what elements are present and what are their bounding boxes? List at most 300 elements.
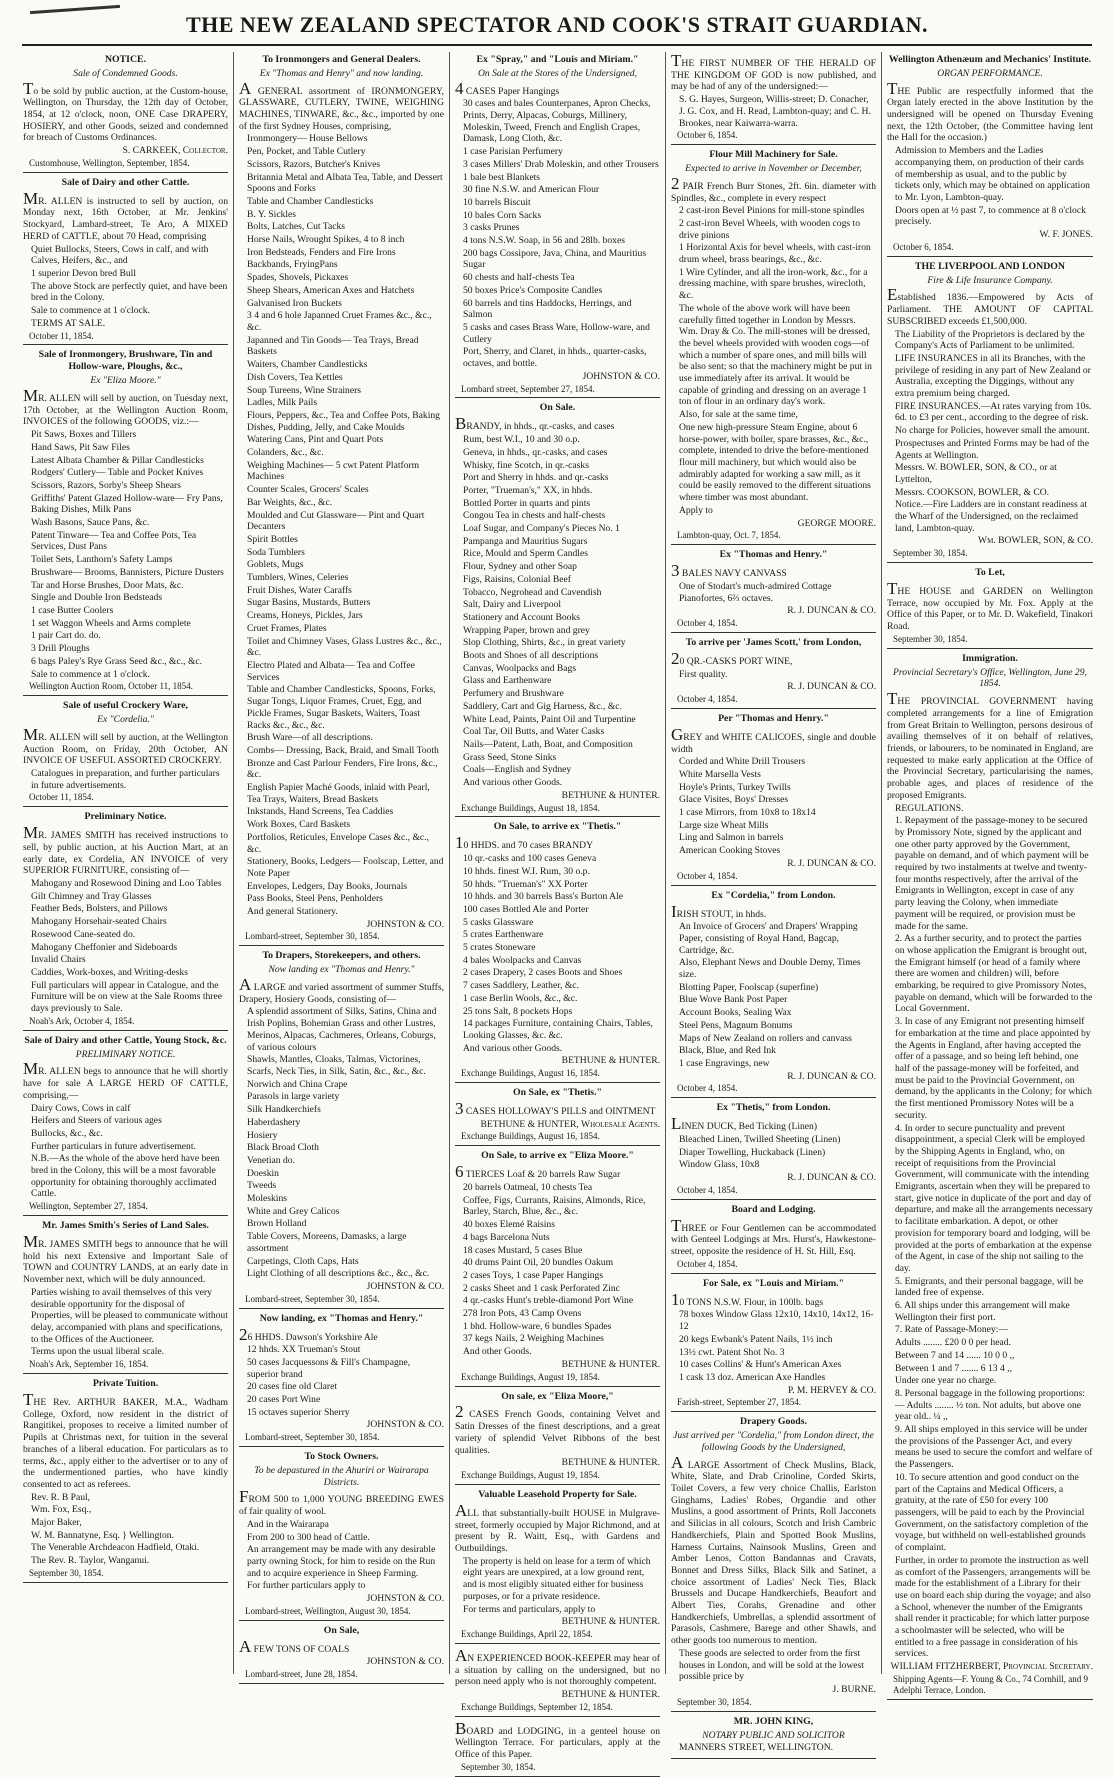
ad-body-text: 6 TIERCES Loaf & 20 barrels Raw Sugar xyxy=(455,1162,621,1182)
ad-line: 2 cast-iron Bevel Pinions for mill-stone spindles xyxy=(679,205,865,217)
advertisement xyxy=(671,713,876,886)
ad-line: Pen, Pocket, and Table Cutlery xyxy=(247,146,366,158)
ad-line: 5 casks Glassware xyxy=(463,916,534,928)
ad-line: Silk Handkerchiefs xyxy=(247,1104,321,1116)
advertisement xyxy=(887,653,1093,1700)
ad-heading: Ex "Cordelia," from London. xyxy=(711,889,836,901)
ad-body-text: FROM 500 to 1,000 YOUNG BREEDING EWES of fair quality of wool. xyxy=(239,1487,444,1518)
ad-line: Table and Chamber Candlesticks xyxy=(247,195,374,207)
ad-heading: Ex "Thomas and Henry." xyxy=(719,549,828,561)
ad-signature: GEORGE MOORE. xyxy=(797,517,876,529)
ad-line: Moulded and Cut Glassware— Pint and Quart Decanters xyxy=(247,509,425,533)
column-5 xyxy=(882,52,1098,1695)
ad-body-text: 20 QR.-CASKS PORT WINE, xyxy=(671,648,793,668)
ad-line: Japanned and Tin Goods— Tea Trays, Bread Baskets xyxy=(247,334,419,358)
ad-subheading: PRELIMINARY NOTICE. xyxy=(75,1048,176,1060)
ad-line: English Papier Maché Goods, inlaid with Pearl, Tea Trays, Waiters, Bread Baskets xyxy=(247,782,430,805)
ad-line: And other Goods. xyxy=(463,1346,532,1358)
ad-line: Sale to commence at 1 o'clock. xyxy=(31,305,150,317)
ad-heading: To Ironmongers and General Dealers. xyxy=(262,54,421,65)
ad-line: Brush Ware—of all descriptions. xyxy=(247,732,373,744)
ad-line: The Rev. R. Taylor, Wanganui. xyxy=(31,1555,150,1567)
ad-dateline: September 30, 1854. xyxy=(893,548,968,559)
ad-line: Inkstands, Hand Screens, Tea Caddies xyxy=(247,806,394,818)
ad-line: Messrs. W. BOWLER, SON, & CO., or at Lyttelton, xyxy=(895,462,1057,485)
ad-heading: Valuable Leasehold Property for Sale. xyxy=(478,1488,637,1500)
ad-line: Dairy Cows, Cows in calf xyxy=(31,1102,131,1114)
ad-line: Heifers and Steers of various ages xyxy=(31,1115,162,1127)
ad-subheading: Ex "Cordelia." xyxy=(97,714,154,726)
ad-body-text: A FEW TONS OF COALS xyxy=(239,1636,350,1656)
ad-line: Adults ........ £20 0 0 per head. xyxy=(895,1337,1011,1349)
ad-dateline: Shipping Agents—F. Young & Co., 74 Cornhill, and 9 Adelphi Terrace, London. xyxy=(893,1673,1089,1695)
ad-body-text: A GENERAL assortment of IRONMONGERY, GLASSWARE, CUTLERY, TWINE, WEIGHING MACHINES, TINWARE, &c., &c., imported by one of the first Sydney Houses, comprising, xyxy=(239,78,444,132)
ad-line: Patent Tinware— Tea and Coffee Pots, Tea Services, Dust Pans xyxy=(31,529,197,553)
ad-line: 40 drums Paint Oil, 20 bundles Oakum xyxy=(463,1257,614,1269)
ad-line: 3 casks Prunes xyxy=(463,222,520,234)
ad-line: Moleskins xyxy=(247,1193,287,1205)
ad-body-text: A LARGE and varied assortment of summer Stuffs, Drapery, Hosiery Goods, consisting of— xyxy=(239,975,444,1005)
ad-dateline: Wellington Auction Room, October 11, 1854. xyxy=(29,681,193,692)
ad-line: And various other Goods. xyxy=(463,777,563,789)
ad-signature: JOHNSTON & CO. xyxy=(366,1419,444,1431)
ad-line: 4 bags Barcelona Nuts xyxy=(463,1231,550,1243)
ad-heading: Sale of useful Crockery Ware, xyxy=(63,700,188,712)
ad-body-text: GREY and WHITE CALICOES, single and double width xyxy=(671,724,876,755)
ad-line: Nails—Patent, Lath, Boat, and Composition xyxy=(463,739,633,750)
masthead-rule xyxy=(22,44,1092,46)
ad-body-text: THE FIRST NUMBER OF THE HERALD OF THE KINGDOM OF GOD is now published, and may be had of any of the undersigned:— xyxy=(671,51,876,93)
ad-line: 10. To secure attention and good conduct on the part of the Captains and Medical Officers, a gratuity, at the rate of £50 for every 100 passengers, will be paid to each by the Provincial Government, on the satisfactory completion of the voyage, but withheld on well-established grounds of complaint. xyxy=(895,1471,1089,1554)
ad-line: 60 barrels and tins Haddocks, Herrings, and Salmon xyxy=(463,297,632,321)
ad-dateline: Lombard street, September 27, 1854. xyxy=(461,383,595,394)
ad-line: These goods are selected to order from the first houses in London, and will be sold at the lowest possible price by xyxy=(679,1647,864,1683)
ad-line: Fruit Dishes, Water Caraffs xyxy=(247,584,352,596)
ad-dateline: October 4, 1854. xyxy=(677,1258,738,1269)
ad-line: Galvanised Iron Buckets xyxy=(247,297,342,309)
column-1 xyxy=(18,52,234,1674)
ad-line: An Invoice of Grocers' and Drapers' Wrapping Paper, consisting of Royal Hand, Bagcap, Cartridge, &c. xyxy=(679,921,858,956)
ad-heading: To Let, xyxy=(975,567,1005,579)
ad-line: Further, in order to promote the instruction as well as comfort of the Passengers, arrangements will be made for the establishment of a Library for their use on board each ship during the voyage; and also a School, whenever the number of the Emigrants shall render it practicable; for which latter purpose a schoolmaster will be selected, who will be entitled to a free passage in consideration of his services. xyxy=(895,1554,1091,1660)
ad-heading: Sale of Dairy and other Cattle, Young Stock, &c. xyxy=(24,1034,227,1046)
ad-line: Carpetings, Cloth Caps, Hats xyxy=(247,1255,359,1267)
ad-line: Caddies, Work-boxes, and Writing-desks xyxy=(31,966,189,978)
ad-heading: Board and Lodging. xyxy=(731,1203,816,1215)
ad-line: Coffee, Figs, Currants, Raisins, Almonds, Rice, Barley, Starch, Blue, &c., &c. xyxy=(463,1194,646,1218)
ad-line: 1 case Mirrors, from 10x8 to 18x14 xyxy=(679,807,816,819)
ad-line: Tobacco, Negrohead and Cavendish xyxy=(463,586,602,598)
ad-line: Waiters, Chamber Candlesticks xyxy=(247,359,368,371)
ad-line: Light Clothing of all descriptions &c., &c., &c. xyxy=(247,1268,430,1280)
page-columns xyxy=(18,51,1098,1772)
ad-line: Also, Elephant News and Double Demy, Times size. xyxy=(679,957,861,981)
ad-line: Bar Weights, &c., &c. xyxy=(247,496,333,508)
ad-line: 6. All ships under this arrangement will make Wellington their first port. xyxy=(895,1300,1070,1323)
ad-heading: Immigration. xyxy=(962,652,1018,664)
ad-line: 4. In order to secure punctuality and prevent disappointment, a special Clerk will be employed by the Shipping Agents in England, who, on receipt of requisitions from the Provincial Government, will communicate with the intending Emigrants, ascertain when they will be prepared to start, give notice in duplicate of the port and day of departure, and make all the arrangements necessary to facilitate embarkation. A depot, or other provision for temporary board and lodging, will be provided at the ports of embarkation at the expense of the Agent, in case of the ship not sailing to the day. xyxy=(895,1122,1093,1274)
ad-body-text: MR. ALLEN will sell by auction, at the Wellington Auction Room, on Friday, 20th October, AN INVOICE OF USEFUL ASSORTED CROCKERY. xyxy=(23,724,228,767)
ad-line: Apply to xyxy=(679,504,713,516)
ad-body-text: THE HOUSE and GARDEN on Wellington Terrace, now occupied by Mr. Fox. Apply at the Office of this Paper, or to Mr. D. Wakefield, Tinakori Road. xyxy=(887,579,1093,633)
ad-line: 9. All ships employed in this service will be under the provisions of the Passenger Act, and every means be used to secure the comfort and welfare of the Passengers. xyxy=(895,1424,1093,1471)
ad-dateline: Exchange Buildings, August 16, 1854. xyxy=(461,1131,600,1142)
ad-body-text: 2 PAIR French Burr Stones, 2ft. 6in. diameter with Spindles, &c., complete in every respect xyxy=(671,173,876,204)
ad-line: 2 cast-iron Bevel Wheels, with wooden cogs to drive pinions xyxy=(679,217,860,241)
ad-heading: On Sale, ex "Thetis." xyxy=(513,1087,602,1099)
ad-line: Goblets, Mugs xyxy=(247,559,304,571)
ad-line: Norwich and China Crape xyxy=(247,1078,348,1090)
ad-line: Coal Tar, Oil Butts, and Water Casks xyxy=(463,726,605,738)
ad-line: Portfolios, Reticules, Envelope Cases &c., &c., &c. xyxy=(247,831,429,855)
ad-line: Rosewood Cane-seated do. xyxy=(31,928,136,940)
ad-signature: BETHUNE & HUNTER, Wholesale Agents. xyxy=(480,1118,660,1130)
ad-line: 1 Wire Cylinder, and all the iron-work, &c., for a dressing machine, with spare brushes, wirecloth, &c. xyxy=(679,266,868,302)
advertisement xyxy=(671,890,876,1099)
ad-line: Iron Bedsteads, Fenders and Fire Irons xyxy=(247,246,396,258)
ad-line: One new high-pressure Steam Engine, about 6 horse-power, with boiler, spare brasses, &c., &c., complete, intended to drive the before-mentioned flour mill machinery, but which would also be admirably adapted for working a saw mill, as it could be easily removed to the different situations where timber was most abundant. xyxy=(679,421,871,504)
ad-line: Wm. Fox, Esq., xyxy=(31,1504,92,1516)
ad-line: Soup Tureens, Wine Strainers xyxy=(247,384,362,396)
ad-line: Wrapping Paper, brown and grey xyxy=(463,624,590,636)
ad-body-text: BOARD and LODGING, in a genteel house on Wellington Terrace. For particulars, apply at the Office of this Paper. xyxy=(455,1718,660,1761)
ad-line: Tumblers, Wines, Celeries xyxy=(247,572,349,584)
ad-body-text: THREE or Four Gentlemen can be accommodated with Genteel Lodgings at Mrs. Hurst's, Hawkestone-street, opposite the residence of H. St. Hill, Esq. xyxy=(671,1215,876,1258)
ad-line: 10 cases Collins' & Hunt's American Axes xyxy=(679,1359,842,1371)
ad-line: 13½ cwt. Patent Shot No. 3 xyxy=(679,1346,785,1358)
ad-line: White and Grey Calicos xyxy=(247,1205,340,1217)
ad-line: Ling and Salmon in barrels xyxy=(679,832,784,844)
ad-line: Blue Wove Bank Post Paper xyxy=(679,994,788,1006)
ad-dateline: Noah's Ark, October 4, 1854. xyxy=(29,1015,135,1026)
ad-line: Also, for sale at the same time, xyxy=(679,409,798,421)
ad-line: The Venerable Archdeacon Hadfield, Otaki. xyxy=(31,1542,200,1554)
ad-line: 4 bales Woolpacks and Canvas xyxy=(463,954,582,966)
ad-line: Mahogany Horsehair-seated Chairs xyxy=(31,916,167,928)
ad-subheading: Ex "Eliza Moore." xyxy=(90,375,161,387)
ad-line: 8. Personal baggage in the following proportions:— Adults ........ ½ ton. Not adults, but above one year old.. ¼ ,, xyxy=(895,1387,1085,1423)
ad-line: Ironmongery— House Bellows xyxy=(247,133,368,145)
ad-line: N.B.—As the whole of the above herd have been bred in the Colony, this will be a most favorable opportunity for obtaining thoroughly acclimated Cattle. xyxy=(31,1153,220,1200)
ad-heading: Sale of Dairy and other Cattle. xyxy=(61,176,190,188)
ad-heading: Private Tuition. xyxy=(92,1378,159,1390)
ad-line: Congou Tea in chests and half-chests xyxy=(463,510,606,522)
ad-subheading: Just arrived per "Cordelia," from London direct, the following Goods by the Undersigned, xyxy=(673,1430,874,1453)
ad-signature: WILLIAM FITZHERBERT, Provincial Secretary. xyxy=(890,1661,1093,1673)
advertisement xyxy=(239,1313,444,1448)
ad-line: Under one year no charge. xyxy=(895,1375,997,1387)
ad-line: 1 bale best Blankets xyxy=(463,171,540,183)
ad-line: Envelopes, Ledgers, Day Books, Journals xyxy=(247,880,408,892)
ad-line: Port and Sherry in hhds. and qr.-casks xyxy=(463,472,609,484)
ad-line: Combs— Dressing, Back, Braid, and Small Tooth xyxy=(247,744,439,756)
ad-line: Parasols in large variety xyxy=(247,1091,340,1103)
advertisement xyxy=(23,1035,228,1216)
ad-line: Coals—English and Sydney xyxy=(463,764,572,776)
ad-line: Latest Albata Chamber & Pillar Candlesticks xyxy=(31,454,204,466)
ad-heading: On Sale, to arrive ex "Eliza Moore." xyxy=(481,1150,634,1162)
ad-line: Prospectuses and Printed Forms may be had of the Agents at Wellington. xyxy=(895,437,1089,461)
ad-line: 12 hhds. XX Trueman's Stout xyxy=(247,1344,361,1356)
ad-signature: J. BURNE. xyxy=(832,1683,876,1695)
column-3 xyxy=(450,52,666,1772)
ad-line: TERMS AT SALE. xyxy=(31,317,106,329)
ad-line: Salt, Dairy and Liverpool xyxy=(463,599,562,611)
ad-line: Counter Scales, Grocers' Scales xyxy=(247,484,369,496)
ad-line: Electro Plated and Albata— Tea and Coffee Services xyxy=(247,659,415,683)
ad-line: 30 cases and bales Counterpanes, Apron Checks, Prints, Derry, Alpacas, Coburgs, Millinery, Moleskin, Tweed, French and English Crapes, Damask, Long Cloth, &c. xyxy=(463,98,651,145)
ad-line: Bottled Porter in quarts and pints xyxy=(463,497,591,509)
ad-heading: Mr. James Smith's Series of Land Sales. xyxy=(42,1220,209,1232)
ad-dateline: Lombard-street, June 28, 1854. xyxy=(245,1669,358,1680)
ad-line: Large size Wheat Mills xyxy=(679,819,769,831)
ad-heading: Preliminary Notice. xyxy=(84,811,167,823)
ad-line: Further particulars in future advertisement. xyxy=(31,1140,196,1152)
advertisement xyxy=(455,1489,660,1644)
ad-line: Mahogany Cheffonier and Sideboards xyxy=(31,941,178,953)
ad-line: Griffiths' Patent Glazed Hollow-ware— Fry Pans, Baking Dishes, Milk Pans xyxy=(31,492,223,516)
column-2 xyxy=(234,52,450,1680)
ad-line: Boots and Shoes of all descriptions xyxy=(463,650,599,662)
ad-line: 2 cases Drapery, 2 cases Boots and Shoes xyxy=(463,967,623,979)
ad-heading: Sale of Ironmongery, Brushware, Tin and Hollow-ware, Ploughs, &c., xyxy=(38,349,213,373)
ad-line: American Cooking Stoves xyxy=(679,845,781,857)
ad-line: Shawls, Mantles, Cloaks, Talmas, Victorines, Scarfs, Neck Ties, in Silk, Satin, &c., &c., &c. xyxy=(247,1054,426,1077)
ad-line: Catalogues in preparation, and further particulars in future advertisements. xyxy=(31,767,220,791)
masthead xyxy=(0,0,1114,46)
ad-line: Major Baker, xyxy=(31,1517,82,1529)
ad-line: 1. Repayment of the passage-money to be secured by Promissory Note, signed by the applicant and one other party approved by the Government, payable on demand, and of which payment will be required by two instalments at twelve and twenty-four months respectively, after the arrival of the Emigrants in Wellington, except in case of any party leaving the Colony, when immediate payment will be required, or provision must be made for the same. xyxy=(895,815,1089,932)
ad-line: 100 cases Bottled Ale and Porter xyxy=(463,903,589,915)
ad-line: Tweeds xyxy=(247,1180,277,1192)
ad-line: Between 7 and 14 ...... 10 0 0 ,, xyxy=(895,1349,1015,1361)
ad-line: Horse Nails, Wrought Spikes, 4 to 8 inch xyxy=(247,234,405,246)
ad-heading: Now landing, ex "Thomas and Henry." xyxy=(259,1312,424,1324)
ad-dateline: Lombard-street, Wellington, August 30, 1854. xyxy=(245,1605,411,1616)
ad-dateline: October 6, 1854. xyxy=(893,241,954,252)
ad-subheading: Ex "Thomas and Henry" and now landing. xyxy=(259,67,424,79)
ad-line: Table Covers, Moreens, Damasks, a large assortment xyxy=(247,1231,407,1254)
ad-body-text: THE Public are respectfully informed that the Organ lately erected in the above Institution by the undersigned will be opened on Thursday Evening next, the 12th October, (the Committee having lent the Hall for the occasion.) xyxy=(887,78,1093,144)
ad-heading: Flour Mill Machinery for Sale. xyxy=(709,149,838,161)
ad-line: Geneva, in hhds., qr.-casks, and cases xyxy=(463,446,608,458)
ad-line: Bleached Linen, Twilled Sheeting (Linen) xyxy=(679,1133,841,1145)
ad-line: 50 hhds. "Trueman's" XX Porter xyxy=(463,878,588,890)
ad-body-text: To be sold by public auction, at the Custom-house, Wellington, on Thursday, the 12th day of October, 1854, at 12 o'clock, noon, ONE Case DRAPERY, HOSIERY, and other Goods, seized and condemned for breach of Customs Ordinances. xyxy=(23,78,228,144)
ad-line: Tar and Horse Brushes, Door Mats, &c. xyxy=(31,579,184,591)
ad-line: 5 crates Stoneware xyxy=(463,942,536,954)
ad-line: 1 case Butter Coolers xyxy=(31,605,114,616)
ad-dateline: Customhouse, Wellington, September, 1854. xyxy=(29,157,190,168)
ad-dateline: October 6, 1854. xyxy=(677,130,738,141)
ad-line: Loaf Sugar, and Company's Pieces No. 1 xyxy=(463,523,620,535)
ad-line: Parties wishing to avail themselves of this very desirable opportunity for the disposal of Properties, will be pleased to communicate without delay, accompanied with plans and specifications, to the Offices of the Auctioneer. xyxy=(31,1286,228,1345)
ad-line: Between 1 and 7 ....... 6 13 4 ,, xyxy=(895,1362,1012,1374)
ad-line: 7 cases Saddlery, Leather, &c. xyxy=(463,980,579,992)
ad-signature: BETHUNE & HUNTER. xyxy=(561,1457,660,1469)
ad-body-text: ALL that substantially-built HOUSE in Mulgrave-street, formerly occupied by Major Richmond, and at present by R. Waitt, Esq., with Gardens and Outbuildings. xyxy=(455,1500,660,1554)
ad-heading: To Stock Owners. xyxy=(304,1451,379,1463)
ad-line: For terms and particulars, apply to xyxy=(463,1603,596,1615)
advertisement xyxy=(671,637,876,709)
ad-line: 10 bales Corn Sacks xyxy=(463,209,542,221)
ad-line: 10 hhds. finest W.I. Rum, 30 o.p. xyxy=(463,865,590,877)
ad-line: 10 barrels Biscuit xyxy=(463,196,531,208)
ad-line: FIRE INSURANCES.—At rates varying from 10s. 6d. to £3 per cent., according to the degree of risk. xyxy=(895,400,1092,424)
ad-line: 14 packages Furniture, containing Chairs, Tables, Looking Glasses, &c. &c. xyxy=(463,1018,653,1041)
advertisement xyxy=(671,1102,876,1199)
ad-line: Weighing Machines— 5 cwt Patent Platform Machines xyxy=(247,459,420,483)
ad-line: 1 pair Cart do. do. xyxy=(31,630,101,642)
ad-heading: NOTICE. xyxy=(104,54,147,65)
ad-line: Whisky, fine Scotch, in qr.-casks xyxy=(463,459,589,471)
ad-signature: BETHUNE & HUNTER. xyxy=(561,1358,660,1370)
ad-line: Feather Beds, Bolsters, and Pillows xyxy=(31,903,168,915)
advertisement xyxy=(239,54,444,946)
ad-line: And in the Wairarapa xyxy=(247,1518,329,1530)
ad-line: Single and Double Iron Bedsteads xyxy=(31,592,163,604)
ad-signature: JOHNSTON & CO. xyxy=(366,1593,444,1605)
ad-subheading: Fire & Life Insurance Company. xyxy=(927,274,1053,286)
ad-line: Backbands, FryingPans xyxy=(247,259,338,271)
ad-dateline: October 4, 1854. xyxy=(677,1083,738,1094)
ad-line: REGULATIONS. xyxy=(895,802,964,814)
ad-dateline: October 11, 1854. xyxy=(29,792,94,803)
ad-line: A splendid assortment of Silks, Satins, China and Irish Poplins, Bohemian Grass and other Lustres, Merinos, Alpacas, Cachmeres, Orleans, Coburgs, of various colours xyxy=(247,1006,437,1053)
ad-line: And general Stationery. xyxy=(247,906,338,918)
ad-body-text: 26 HHDS. Dawson's Yorkshire Ale xyxy=(239,1324,378,1344)
ad-line: 6 bags Paley's Rye Grass Seed &c., &c., &c. xyxy=(31,655,203,667)
ad-heading: Ex "Spray," and "Louis and Miriam." xyxy=(476,54,639,65)
advertisement xyxy=(671,1278,876,1413)
ad-line: 200 bags Cossipore, Java, China, and Mauritius Sugar xyxy=(463,247,647,271)
ad-signature: R. J. DUNCAN & CO. xyxy=(787,1070,876,1082)
ad-line: 20 cases fine old Claret xyxy=(247,1381,338,1393)
ad-line: Scissors, Razors, Butcher's Knives xyxy=(247,158,381,170)
ad-line: Spades, Shovels, Pickaxes xyxy=(247,272,349,284)
ad-signature: BETHUNE & HUNTER. xyxy=(561,1688,660,1700)
ad-line: 10 hhds. and 30 barrels Bass's Burton Ale xyxy=(463,891,624,903)
ad-dateline: Lombard-street, September 30, 1854. xyxy=(245,931,380,942)
ad-line: Bolts, Latches, Cut Tacks xyxy=(247,221,346,233)
ad-line: 25 tons Salt, 8 pockets Hops xyxy=(463,1005,573,1017)
ad-body-text: AN EXPERIENCED BOOK-KEEPER may hear of a situation by calling on the undersigned, but no person need apply who is not thoroughly competent. xyxy=(455,1645,660,1688)
ad-line: 3 4 and 6 hole Japanned Cruet Frames &c., &c., &c. xyxy=(247,310,432,333)
advertisement xyxy=(23,54,228,173)
ad-heading: To Drapers, Storekeepers, and others. xyxy=(262,950,421,962)
ad-line: And various other Goods. xyxy=(463,1042,563,1054)
ad-body-text: 4 CASES Paper Hangings xyxy=(455,78,560,98)
ad-line: Pit Saws, Boxes and Tillers xyxy=(31,429,137,441)
ad-line: Bronze and Cast Parlour Fenders, Fire Irons, &c., &c. xyxy=(247,757,438,781)
ad-signature: R. J. DUNCAN & CO. xyxy=(787,857,876,869)
ad-body-text: MR. JAMES SMITH has received instructions to sell, by public auction, at his Auction Mart, at an early date, ex Cordelia, AN INVOICE of very SUPERIOR FURNITURE, consisting of— xyxy=(23,823,228,877)
ad-heading: On Sale, to arrive ex "Thetis." xyxy=(493,821,622,833)
ad-line: 2 casks Sheet and 1 cask Perforated Zinc xyxy=(463,1282,620,1294)
ad-line: Haberdashery xyxy=(247,1116,301,1128)
ad-line: Figs, Raisins, Colonial Beef xyxy=(463,573,571,585)
ad-line: Blotting Paper, Foolscap (superfine) xyxy=(679,981,819,993)
ad-subheading: Provincial Secretary's Office, Wellington, June 29, 1854. xyxy=(893,666,1087,690)
ad-line: 78 boxes Window Glass 12x10, 14x10, 14x12, 16-12 xyxy=(679,1309,874,1333)
ad-signature: R. J. DUNCAN & CO. xyxy=(787,1172,876,1184)
ad-line: One of Stodart's much-admired Cottage Pianofortes, 6⅔ octaves. xyxy=(679,580,832,604)
ad-line: 278 Iron Pots, 43 Camp Ovens xyxy=(463,1308,582,1320)
ad-dateline: Exchange Buildings, September 12, 1854. xyxy=(461,1701,613,1712)
ad-line: The property is held on lease for a term of which eight years are unexpired, at a low ground rent, and is most eligibly situated either for business purposes, or for a private residence. xyxy=(463,1555,651,1602)
ad-line: Watering Cans, Pint and Quart Pots xyxy=(247,434,384,446)
ad-line: Terms upon the usual liberal scale. xyxy=(31,1346,165,1358)
ad-line: Port, Sherry, and Claret, in hhds., quarter-casks, octaves, and bottle. xyxy=(463,346,647,370)
ad-signature: BETHUNE & HUNTER. xyxy=(561,1055,660,1067)
advertisement xyxy=(671,1416,876,1711)
ad-line: MANNERS STREET, WELLINGTON. xyxy=(679,1742,834,1754)
ad-line: S. G. Hayes, Surgeon, Willis-street; D. Conacher, J. G. Cox, and H. Read, Lambton-quay; and C. H. Brookes, near Kaiwarra-warra. xyxy=(679,94,871,129)
ad-dateline: Exchange Buildings, August 18, 1854. xyxy=(461,802,600,813)
ad-line: Slop Clothing, Shirts, &c., in great variety xyxy=(463,637,626,649)
ad-line: 1 set Waggon Wheels and Arms complete xyxy=(31,617,191,629)
ad-signature: JOHNSTON & CO. xyxy=(366,1280,444,1292)
advertisement xyxy=(23,811,228,1030)
advertisement xyxy=(23,177,228,346)
ad-signature: JOHNSTON & CO. xyxy=(582,370,660,382)
ad-line: Creams, Honeys, Pickles, Jars xyxy=(247,610,363,622)
ad-dateline: Exchange Buildings, April 22, 1854. xyxy=(461,1628,593,1639)
advertisement xyxy=(671,549,876,633)
ad-dateline: October 4, 1854. xyxy=(677,617,738,628)
ad-line: 5. Emigrants, and their personal baggage, will be landed free of expense. xyxy=(895,1275,1084,1299)
ad-line: Rice, Mould and Sperm Candles xyxy=(463,548,588,560)
ad-line: Full particulars will appear in Catalogue, and the Furniture will be on view at the Sale Rooms three days previously to Sale. xyxy=(31,979,223,1015)
ad-line: Porter, "Trueman's," XX, in hhds. xyxy=(463,484,593,496)
ad-body-text: THE PROVINCIAL GOVERNMENT having completed arrangements for a line of Emigration from Great Britain to Wellington, persons desirous of availing themselves of it on behalf of relatives, friends, or labourers, to be nominated in England, are requested to make early application at the Office of the Provincial Secretary, particularising the names, probable ages, and places of residence of the proposed Emigrants. xyxy=(887,689,1093,801)
ad-body-text: 3 BALES NAVY CANVASS xyxy=(671,561,787,581)
ad-line: Sugar Basins, Mustards, Butters xyxy=(247,597,371,609)
ad-line: 1 bhd. Hollow-ware, 6 bundles Spades xyxy=(463,1320,612,1332)
ad-line: An arrangement may be made with any desirable party owning Stock, for him to reside on the Run and to acquire experience in Sheep Farming. xyxy=(247,1544,436,1579)
ad-line: Grass Seed, Stone Sinks xyxy=(463,751,557,763)
ad-line: 1 superior Devon bred Bull xyxy=(31,267,136,279)
ad-line: Canvas, Woolpacks and Bags xyxy=(463,662,577,674)
ad-signature: Wm. BOWLER, SON, & CO. xyxy=(978,535,1093,547)
advertisement xyxy=(239,950,444,1308)
ad-heading: Wellington Athenæum and Mechanics' Institute. xyxy=(888,54,1092,65)
newspaper-title: THE NEW ZEALAND SPECTATOR AND COOK'S STRAIT GUARDIAN. xyxy=(185,12,929,37)
ad-line: Work Boxes, Card Baskets xyxy=(247,819,351,831)
ad-line: Hand Saws, Pit Saw Files xyxy=(31,441,130,453)
ad-line: Rev. R. B Paul, xyxy=(31,1491,91,1503)
ad-dateline: October 4, 1854. xyxy=(677,1184,738,1195)
ad-line: Maps of New Zealand on rollers and canvass xyxy=(679,1032,852,1044)
ad-dateline: Exchange Buildings, August 19, 1854. xyxy=(461,1371,600,1382)
ad-line: The whole of the above work will have been carefully fitted together in London by Messrs. Wm. Dray & Co. The mill-stones will be dressed, the bevel wheels provided with wooden cogs—of which a number of spare ones, and mill bills will be also sent; so that the machinery might be put in use immediately after its arrival. It would be capable of grinding and dressing on an average 1 ton of flour in an ordinary day's work. xyxy=(679,302,872,408)
ad-subheading: To be depastured in the Ahuriri or Wairarapa Districts. xyxy=(254,1465,429,1488)
ad-line: 2 cases Toys, 1 case Paper Hangings xyxy=(463,1269,604,1281)
ad-line: Scissors, Razors, Sorby's Sheep Shears xyxy=(31,479,181,491)
ad-line: 5 casks and cases Brass Ware, Hollow-ware, and Cutlery xyxy=(463,322,650,345)
ad-line: Flour, Sydney and other Soap xyxy=(463,561,577,573)
ad-dateline: Lombard-street, September 30, 1854. xyxy=(245,1293,380,1304)
ad-line: White Lead, Paints, Paint Oil and Turpentine xyxy=(463,713,636,725)
ad-line: 15 octaves superior Sherry xyxy=(247,1406,350,1418)
ad-line: Ladles, Milk Pails xyxy=(247,397,318,409)
ad-body-text: 10 HHDS. and 70 cases BRANDY xyxy=(455,833,594,853)
advertisement xyxy=(239,1451,444,1621)
ad-body-text: MR. ALLEN is instructed to sell by auction, on Monday next, 16th October, at Mr. Jenkins' Stockyard, Lambard-street, Te Aro, A MIXED HERD of CATTLE, about 70 Head, comprising xyxy=(23,188,228,242)
ad-line: 2. As a further security, and to protect the parties on whose application the Emigrant is brought out, the Emigrant himself (or head of a family where there are women and children) will, before embarking, be required to give Promissory Notes, payable on demand, which will be forwarded to the Local Government. xyxy=(895,933,1093,1015)
ad-signature: R. J. DUNCAN & CO. xyxy=(787,681,876,693)
ad-line: Britannia Metal and Albata Tea, Table, and Dessert Spoons and Forks xyxy=(247,171,443,195)
